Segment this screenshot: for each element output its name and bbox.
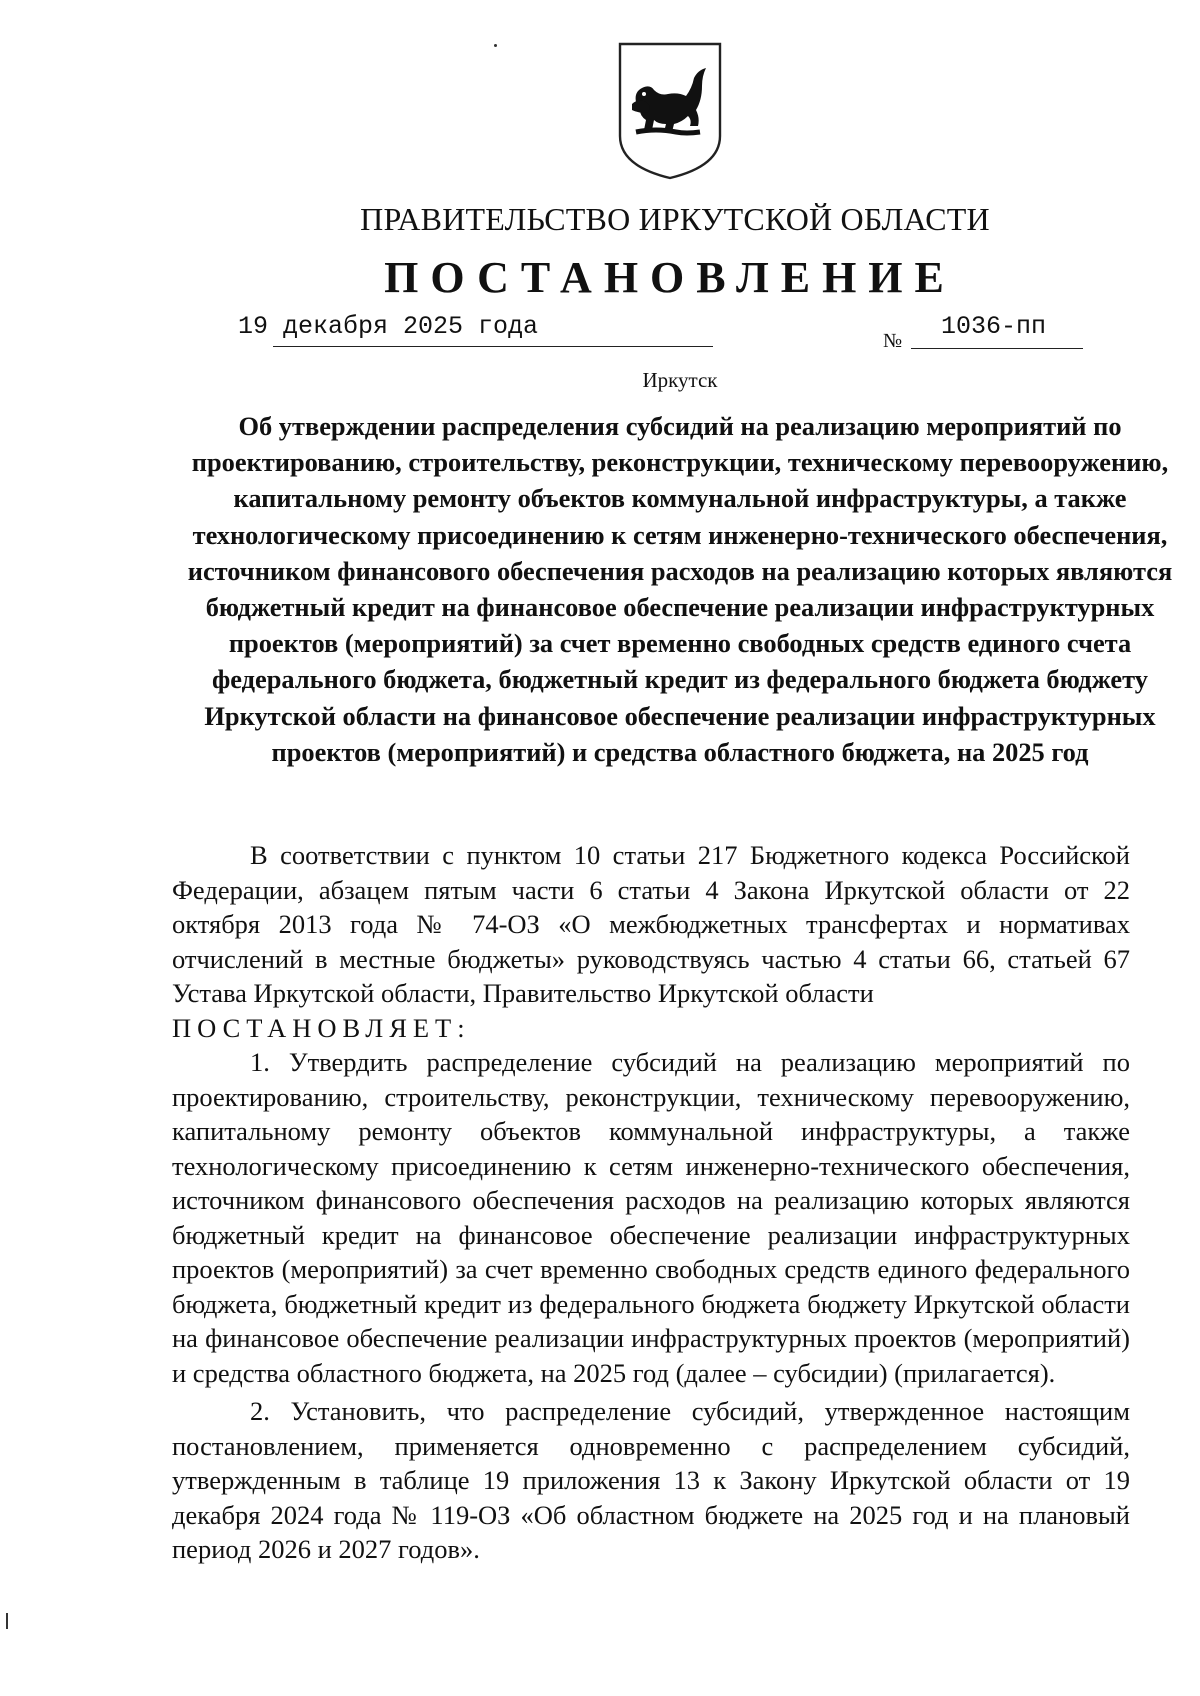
scan-speck xyxy=(494,44,497,47)
document-date-text: 19 декабря 2025 года xyxy=(238,312,539,341)
number-sign: № xyxy=(883,330,903,352)
number-underline xyxy=(911,348,1083,349)
scan-margin-mark xyxy=(6,1613,8,1629)
document-date xyxy=(238,312,538,341)
date-underline xyxy=(273,346,713,347)
coat-of-arms-icon xyxy=(616,40,724,182)
preamble-paragraph: В соответствии с пунктом 10 статьи 217 Бюджетного кодекса Российской Федерации, абзацем пятым части 6 статьи 4 Закона Иркутской области от 22 октября 2013 года № 74-ОЗ «О межбюджетных трансфертах и нормативах отчислений в местные бюджеты» руководствуясь частью 4 статьи 66, статьей 67 Устава Иркутской области, Правительство Иркутской области xyxy=(172,840,1130,1008)
resolves-heading: ПОСТАНОВЛЯЕТ: xyxy=(172,1012,471,1043)
document-city: Иркутск xyxy=(642,368,718,392)
item-1-paragraph: 1. Утвердить распределение субсидий на реализацию мероприятий по проектированию, строительству, реконструкции, техническому перевооружению, капитальному ремонту объектов коммунальной инфраструктуры, а также технологическому присоединению к сетям инженерно-технического обеспечения, источником финансового обеспечения расходов на реализацию которых являются бюджетный кредит на финансовое обеспечение реализации инфраструктурных проектов (мероприятий) за счет временно свободных средств единого федерального бюджета, бюджетный кредит из федерального бюджета бюджету Иркутской области на финансовое обеспечение реализации инфраструктурных проектов (мероприятий) и средства областного бюджета, на 2025 год (далее – субсидии) (прилагается). xyxy=(172,1047,1130,1388)
item-2-paragraph: 2. Установить, что распределение субсидий, утвержденное настоящим постановлением, применяется одновременно с распределением субсидий, утвержденным в таблице 19 приложения 13 к Закону Иркутской области от 19 декабря 2024 года № 119-ОЗ «Об областном бюджете на 2025 год и на плановый период 2026 и 2027 годов». xyxy=(172,1396,1130,1564)
government-name: ПРАВИТЕЛЬСТВО ИРКУТСКОЙ ОБЛАСТИ xyxy=(360,201,990,237)
document-title: Об утверждении распределения субсидий на реализацию мероприятий по проектированию, строительству, реконструкции, техническому перевооружению, капитальному ремонту объектов коммунальной инфраструктуры, а также технологическому присоединению к сетям инженерно-технического обеспечения, источником финансового обеспечения расходов на реализацию которых являются бюджетный кредит на финансовое обеспечение реализации инфраструктурных проектов (мероприятий) за счет временно свободных средств единого счета федерального бюджета, бюджетный кредит из федерального бюджета бюджету Иркутской области на финансовое обеспечение реализации инфраструктурных проектов (мероприятий) и средства областного бюджета, на 2025 год xyxy=(187,411,1173,767)
document-number-text: 1036-пп xyxy=(941,312,1047,341)
document-body xyxy=(172,838,1130,1567)
document-type: ПОСТАНОВЛЕНИЕ xyxy=(384,253,956,302)
